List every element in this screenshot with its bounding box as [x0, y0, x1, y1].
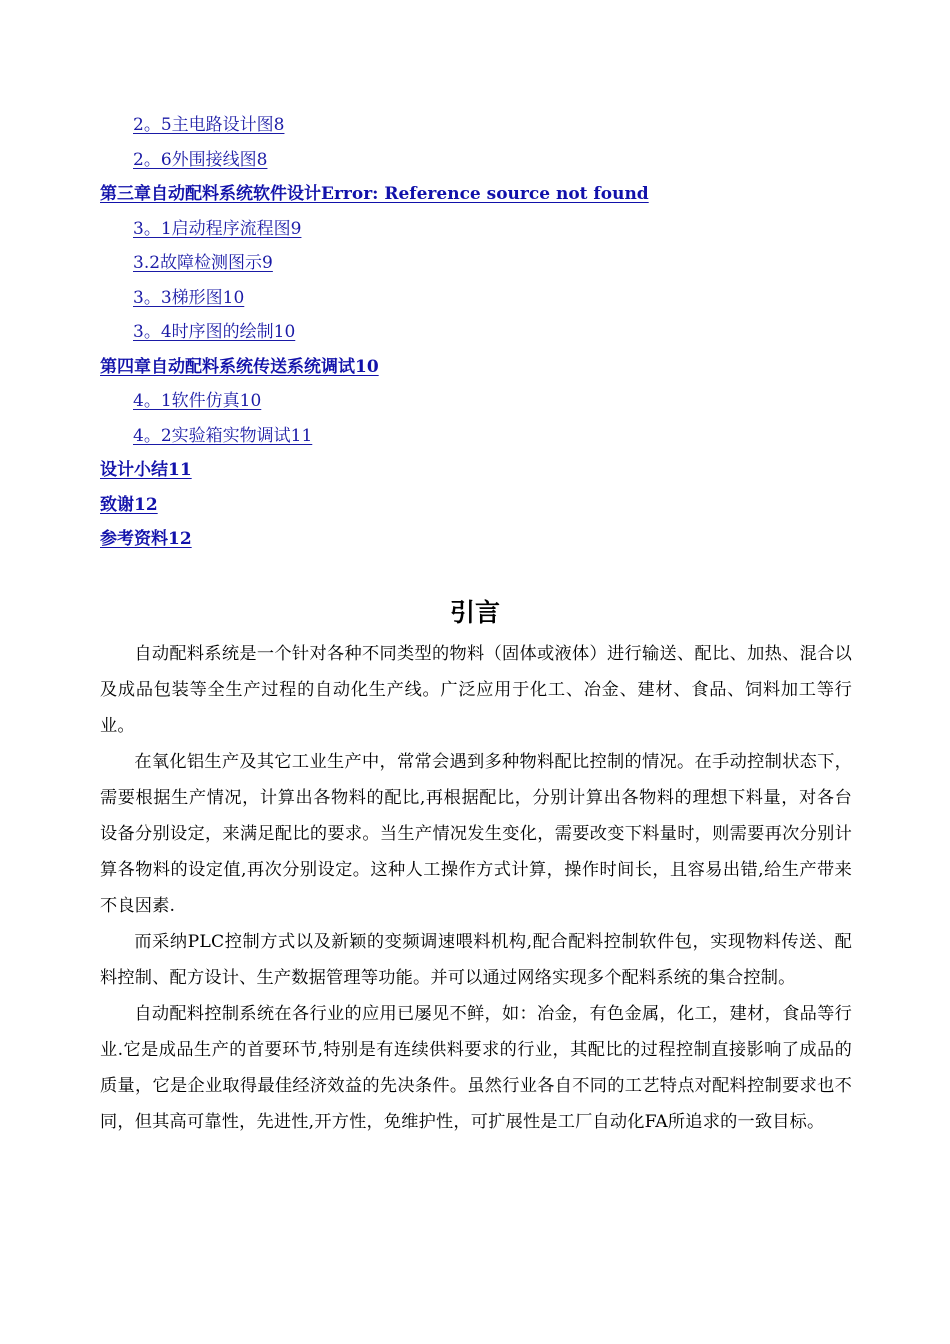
toc-link-4-1[interactable]: 4。1软件仿真10: [133, 391, 262, 411]
toc-link-3-4[interactable]: 3。4时序图的绘制10: [133, 322, 296, 342]
toc-link-4-2[interactable]: 4。2实验箱实物调试11: [133, 425, 313, 446]
toc-link-3-3[interactable]: 3。3梯形图10: [133, 287, 245, 308]
toc-link-3-1[interactable]: 3。1启动程序流程图9: [133, 218, 302, 239]
toc-link-acknowledgements[interactable]: 致谢12: [100, 494, 158, 515]
section-heading: 引言: [449, 597, 500, 627]
paragraph: 而采纳PLC控制方式以及新颖的变频调速喂料机构,配合配料控制软件包，实现物料传送、配料控制、配方设计、生产数据管理等功能。并可以通过网络实现多个配料系统的集合控制。: [100, 932, 852, 988]
toc-link-design-summary[interactable]: 设计小结11: [100, 460, 192, 480]
section-body: [100, 636, 852, 1140]
toc-link-2-5[interactable]: 2。5主电路设计图8: [133, 115, 285, 135]
toc-link-2-6[interactable]: 2。6外围接线图8: [133, 149, 268, 170]
toc-link-chapter-3[interactable]: 第三章自动配料系统软件设计Error: Reference source not found: [100, 184, 649, 204]
toc-link-chapter-4[interactable]: 第四章自动配料系统传送系统调试10: [100, 356, 379, 377]
table-of-contents: [0, 110, 950, 559]
toc-link-3-2[interactable]: 3.2故障检测图示9: [133, 253, 273, 273]
toc-link-references[interactable]: 参考资料12: [100, 529, 192, 549]
paragraph: 自动配料系统是一个针对各种不同类型的物料（固体或液体）进行输送、配比、加热、混合以及成品包装等全生产过程的自动化生产线。广泛应用于化工、冶金、建材、食品、饲料加工等行业。: [100, 644, 852, 736]
paragraph: 在氧化铝生产及其它工业生产中，常常会遇到多种物料配比控制的情况。在手动控制状态下，需要根据生产情况，计算出各物料的配比,再根据配比，分别计算出各物料的理想下料量，对各台设备分别设定，来满足配比的要求。当生产情况发生变化，需要改变下料量时，则需要再次分别计算各物料的设定值,再次分别设定。这种人工操作方式计算，操作时间长，且容易出错,给生产带来不良因素.: [100, 752, 852, 916]
paragraph: 自动配料控制系统在各行业的应用已屡见不鲜，如：冶金，有色金属，化工，建材，食品等行业.它是成品生产的首要环节,特别是有连续供料要求的行业，其配比的过程控制直接影响了成品的质量，它是企业取得最佳经济效益的先决条件。虽然行业各自不同的工艺特点对配料控制要求也不同，但其高可靠性，先进性,开方性，免维护性，可扩展性是工厂自动化FA所追求的一致目标。: [100, 1004, 852, 1132]
